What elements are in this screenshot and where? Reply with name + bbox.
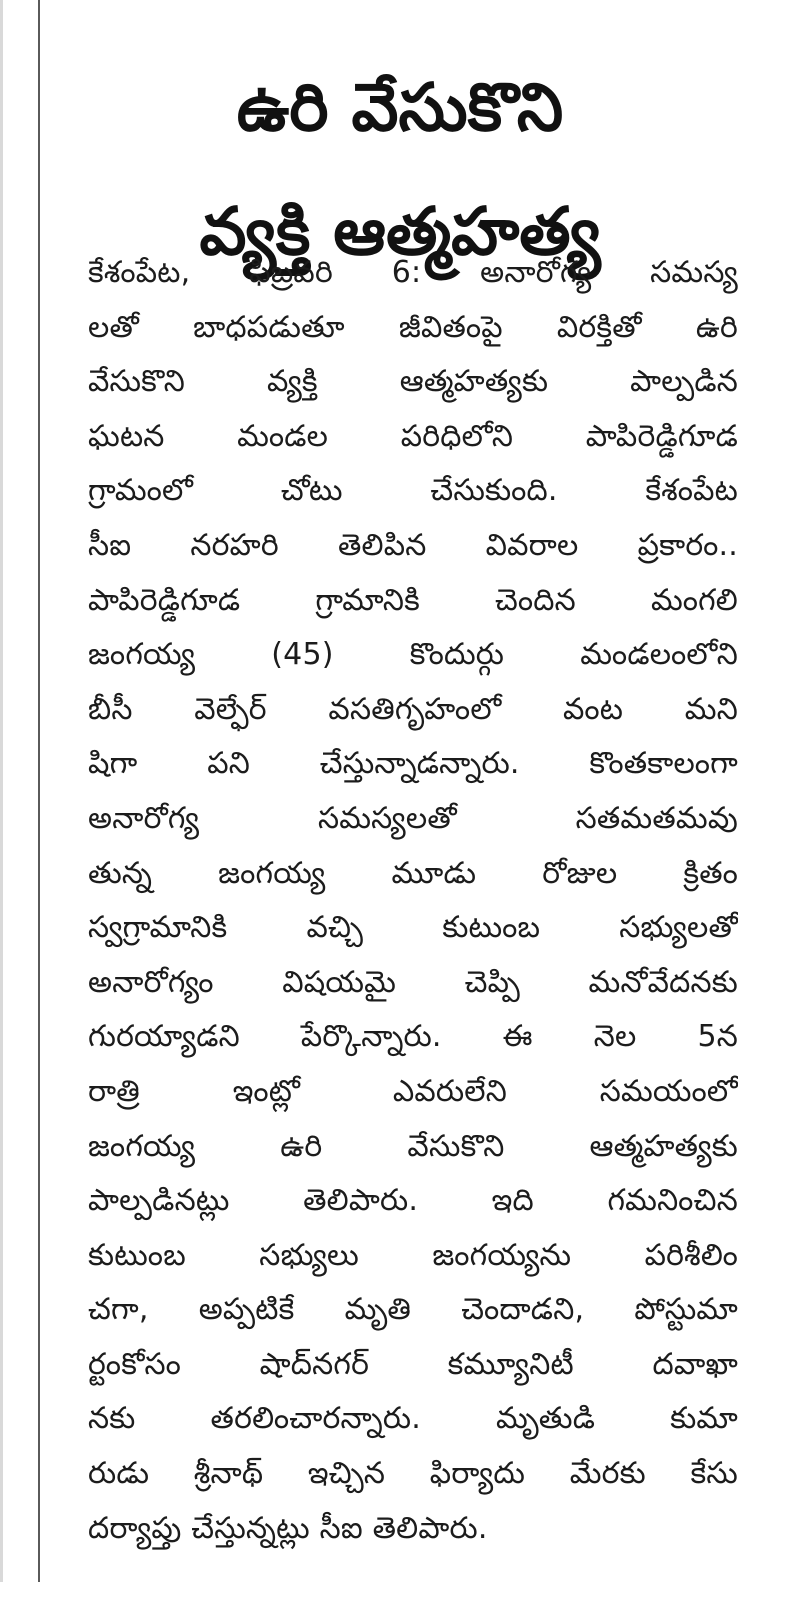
headline-line-2: వ్యక్తి ఆత్మహత్య [199, 193, 601, 271]
body-line: ఘటన మండల పరిధిలోని పాపిరెడ్డిగూడ [88, 418, 738, 454]
page-edge-strip [0, 0, 3, 1582]
body-line: గ్రామంలో చోటు చేసుకుంది. కేశంపేట [88, 473, 738, 509]
body-line: స్వగ్రామానికి వచ్చి కుటుంబ సభ్యులతో [88, 910, 738, 946]
body-line: జంగయ్య (45) కొందుర్గు మండలంలోని [88, 637, 738, 673]
body-line: జంగయ్య ఉరి వేసుకొని ఆత్మహత్యకు [88, 1128, 738, 1164]
body-line: సీఐ నరహరి తెలిపిన వివరాల ప్రకారం.. [88, 527, 738, 563]
body-line: రుడు శ్రీనాథ్ ఇచ్చిన ఫిర్యాదు మేరకు కేసు [88, 1456, 738, 1492]
headline-line-1: ఉరి వేసుకొని [236, 69, 564, 147]
body-line: లతో బాధపడుతూ జీవితంపై విరక్తితో ఉరి [88, 309, 738, 345]
body-line: కుటుంబ సభ్యులు జంగయ్యను పరిశీలిం [88, 1237, 738, 1273]
column-rule [38, 0, 40, 1582]
body-line: షిగా పని చేస్తున్నాడన్నారు. కొంతకాలంగా [88, 746, 738, 782]
body-line: చగా, అప్పటికే మృతి చెందాడని, పోస్టుమా [88, 1292, 738, 1328]
body-line: పాపిరెడ్డిగూడ గ్రామానికి చెందిన మంగలి [88, 582, 738, 618]
body-line: ర్టంకోసం షాద్‌నగర్ కమ్యూనిటీ దవాఖా [88, 1346, 738, 1382]
body-line: గురయ్యాడని పేర్కొన్నారు. ఈ నెల 5న [88, 1019, 738, 1055]
body-line: తున్న జంగయ్య మూడు రోజుల క్రితం [88, 855, 738, 891]
body-line: రాత్రి ఇంట్లో ఎవరులేని సమయంలో [88, 1073, 738, 1109]
body-line: అనారోగ్యం విషయమై చెప్పి మనోవేదనకు [88, 964, 738, 1000]
body-line: వేసుకొని వ్యక్తి ఆత్మహత్యకు పాల్పడిన [88, 364, 738, 400]
body-line: దర్యాప్తు చేస్తున్నట్లు సీఐ తెలిపారు. [88, 1510, 488, 1546]
body-line: అనారోగ్య సమస్యలతో సతమతమవు [88, 800, 738, 836]
body-line: నకు తరలించారన్నారు. మృతుడి కుమా [88, 1401, 738, 1437]
body-line: కేశంపేట, ఫిబ్రవరి 6: అనారోగ్య సమస్య [88, 255, 738, 290]
body-line: బీసీ వెల్ఫేర్ వసతిగృహంలో వంట మని [88, 691, 738, 727]
body-line: పాల్పడినట్లు తెలిపారు. ఇది గమనించిన [88, 1183, 738, 1219]
article-body [88, 246, 738, 1556]
